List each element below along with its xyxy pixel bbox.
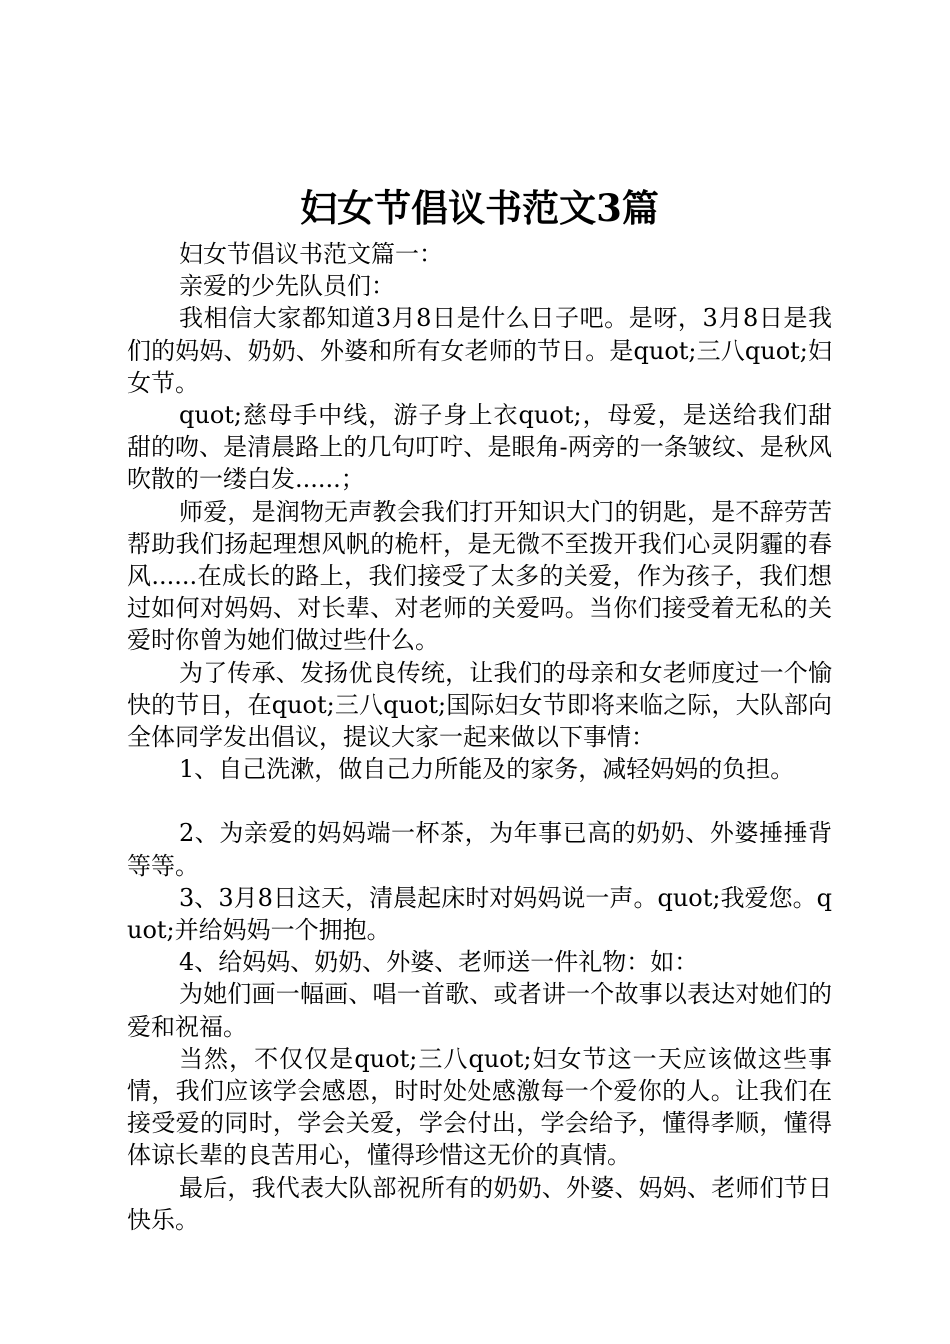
document-title: 妇女节倡议书范文3篇 <box>300 186 659 230</box>
paragraph-proposal: 为了传承、发扬优良传统，让我们的母亲和女老师度过一个愉快的节日，在quot;三八quot;国际妇女节即将来临之际，大队部向全体同学发出倡议，提议大家一起来做以下事情： <box>127 658 832 752</box>
paragraph-item-2: 2、为亲爱的妈妈端一杯茶，为年事已高的奶奶、外婆捶捶背等等。 <box>127 819 832 880</box>
blank-line <box>127 785 832 817</box>
paragraph-salutation: 亲爱的少先队员们： <box>179 272 395 301</box>
paragraph-item-4-detail: 为她们画一幅画、唱一首歌、或者讲一个故事以表达对她们的爱和祝福。 <box>127 980 832 1041</box>
paragraph-item-4: 4、给妈妈、奶奶、外婆、老师送一件礼物：如： <box>179 948 699 977</box>
paragraph-item-3: 3、3月8日这天，清晨起床时对妈妈说一声。quot;我爱您。quot;并给妈妈一个拥抱。 <box>127 883 832 945</box>
paragraph-intro: 我相信大家都知道3月8日是什么日子吧。是呀，3月8日是我们的妈妈、奶奶、外婆和所有女老师的节日。是quot;三八quot;妇女节。 <box>127 304 832 397</box>
paragraph-item-1: 1、自己洗漱，做自己力所能及的家务，减轻妈妈的负担。 <box>179 755 795 784</box>
paragraph-section-heading: 妇女节倡议书范文篇一： <box>179 240 443 268</box>
document-page <box>127 180 832 1236</box>
paragraph-closing: 最后，我代表大队部祝所有的奶奶、外婆、妈妈、老师们节日快乐。 <box>127 1173 832 1234</box>
paragraph-teacher-love: 师爱，是润物无声教会我们打开知识大门的钥匙，是不辞劳苦帮助我们扬起理想风帆的桅杆，是无微不至拨开我们心灵阴霾的春风......在成长的路上，我们接受了太多的关爱，作为孩子，我们想过如何对妈妈、对长辈、对老师的关爱吗。当你们接受着无私的关爱时你曾为她们做过些什么。 <box>127 497 832 655</box>
paragraph-mother-love: quot;慈母手中线，游子身上衣quot;，母爱，是送给我们甜甜的吻、是清晨路上的几句叮咛、是眼角-两旁的一条皱纹、是秋风吹散的一缕白发......； <box>127 401 832 494</box>
paragraph-gratitude: 当然，不仅仅是quot;三八quot;妇女节这一天应该做这些事情，我们应该学会感恩，时时处处感激每一个爱你的人。让我们在接受爱的同时，学会关爱，学会付出，学会给予，懂得孝顺，懂得体谅长辈的良苦用心，懂得珍惜这无价的真情。 <box>127 1044 832 1170</box>
